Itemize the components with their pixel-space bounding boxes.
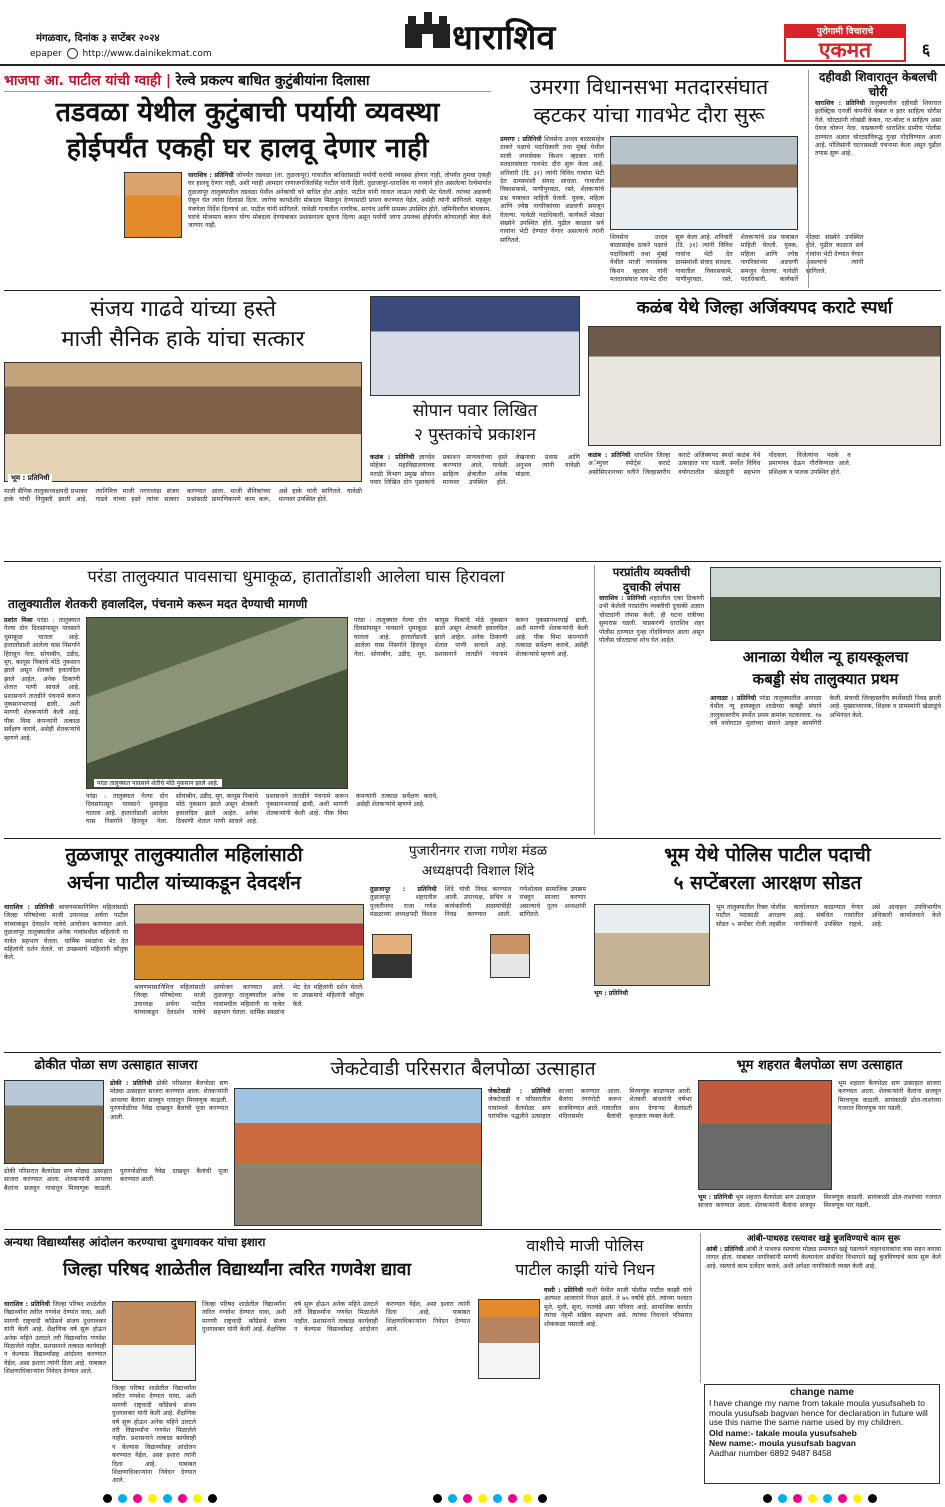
tehsil-office-photo xyxy=(594,904,710,986)
story-paranda-rain xyxy=(4,565,588,835)
byline: आंबी : प्रतिनिधी xyxy=(706,1246,744,1253)
story-archana-patil xyxy=(4,842,364,1050)
byline: धाराशिव : प्रतिनिधी xyxy=(4,1301,50,1308)
story-body xyxy=(500,136,604,288)
body-text: ढोकी परिसरात बैलपोळा सण मोठ्या उत्साहात साजरा करण्यात आला. शेतकऱ्यांनी आपल्या बैलांना सजवून गावातून मिरवणूक काढली. पुरणपोळीचा नैवेद्य दाखवून बैलांची पूजा करण्यात आली. xyxy=(110,1080,228,1121)
body-text-continued: भूम शहरात बैलपोळा सण उत्साहात साजरा करण्यात आला. शेतकऱ्यांनी बैलांना सजवून मिरवणूक काढली. सायंकाळी ढोल-ताशांच्या गजरात मिरवणूक पार पडली. xyxy=(698,1194,941,1210)
byline: धाराशिव : प्रतिनिधी xyxy=(188,172,234,179)
story-body xyxy=(710,695,941,835)
felicitation-photo xyxy=(4,362,362,482)
epaper-label: epaper xyxy=(30,49,62,59)
story-sanjay-gadhave xyxy=(4,294,362,558)
notice-new-name: New name:- moula yusufsab bagvan xyxy=(709,1437,856,1448)
brand-tagline: पुरोगामी विचाराचे xyxy=(786,26,904,38)
story-body-left xyxy=(594,990,710,1050)
story-bhoom-pola xyxy=(698,1056,941,1226)
headline: कळंब येथे जिल्हा अजिंक्यपद कराटे स्पर्धा xyxy=(636,298,893,318)
story-body xyxy=(4,904,128,1050)
headline: आनाळा येथील न्यू हायस्कूलचा xyxy=(742,648,909,666)
story-body-continued xyxy=(86,793,438,835)
byline: ढोकी : प्रतिनिधी xyxy=(110,1080,153,1087)
story-body-right xyxy=(354,617,588,835)
headline: भूम येथे पोलिस पाटील पदाची xyxy=(664,844,871,866)
body-text-right: परंडा : तालुक्यात गेल्या दोन दिवसांपासून पावसाने धुमाकूळ घातला आहे. हातातोंडाशी आलेला घास निसर्गाने हिरावून नेला. सोयाबीन, उडीद, मूग, कापूस पिकांचे मोठे नुकसान झाले असून शेतकरी हवालदिल झाले आहेत. अनेक ठिकाणी शेतात पाणी साचले आहे. प्रशासनाने तातडीने पंचनामे करून नुकसानभरपाई द्यावी, अशी मागणी शेतकऱ्यांनी केली आहे. पीक विमा कंपन्यांनी तत्काळ सर्वेक्षण करावे, असेही शेतकऱ्यांचे म्हणणे आहे. xyxy=(354,617,588,658)
story-tadwala xyxy=(4,70,491,288)
headline: ढोकीत पोळा सण उत्साहात साजरा xyxy=(34,1058,198,1073)
headline-line2: २ पुस्तकांचे प्रकाशन xyxy=(414,425,536,445)
byline: वाशी : प्रतिनिधी xyxy=(544,1287,584,1294)
story-body xyxy=(4,617,80,835)
headline-line2: अध्यक्षपदी विशाल शिंदे xyxy=(421,863,535,879)
headline: सोपान पवार लिखित xyxy=(412,401,538,421)
brand-box xyxy=(784,24,906,62)
body-text: जोपर्यंत तडवळा (ता. तुळजापूर) गावातील बाधितांसाठी पर्यायी घरांची व्यवस्था होणार नाही, तोपर्यंत तुमचा एकही घर हालवू देणार नाही, अशी ग्वाही आमदार राणाजगजितसिंह पाटील यांनी दिली. तुळजापूर-धाराशिव या नव्याने होत असलेल्या रेल्वेमार्गात तुळजापूर तालुक्यातील तडवळा येथील अनेकांची घरे बाधित होत आहेत. पाटील यांनी गावात जाऊन त्यांची भेट घेतली. त्यांच्या अडचणी ऐकून घेत त्यांना दिलासा दिला. जागेचा कायदेशीर मोबदला मिळवून देण्यासाठी प्रयत्न करण्यात येईल, असेही त्यांनी सांगितले. महसूल यंत्रणेला निर्देश दिल्याचे आ. पाटील यांनी सांगितले. यावेळी गावातील नागरिक, सरपंच आणि ग्रामस्थ उपस्थित होते. जमिनीवरील बांधकाम, घरांचे मोजमाप करून योग्य मोबदला देण्याबाबत प्रशासनाला सूचना दिल्या असून पर्यायी जागा उपलब्ध होईपर्यंत कोणालाही बेघर केले जाणार नाही. xyxy=(188,172,491,230)
body-text: तालुक्यातील दहीवडी शिवारात इलेक्ट्रिक एनर्जी कंपनीचे केबल व इतर साहित्य चोरीस गेले. चोरट्यांनी लोखंडी केबल, नट-बोल्ट व साहित्य असा ऐवज चोरून नेला. याप्रकरणी धाराशिव ग्रामीण पोलीस ठाण्यात अज्ञात चोरट्यांविरुद्ध गुन्हा नोंदविण्यात आला आहे. पोलिसांनी घटनास्थळी पंचनामा केला असून पुढील तपास सुरू आहे. xyxy=(815,100,942,158)
byline: कळंब : प्रतिनिधी xyxy=(370,454,415,461)
story-body-continued xyxy=(610,234,864,288)
headline-line2: व्हटकर यांचा गावभेट दौरा सुरू xyxy=(533,103,765,127)
byline: धाराशिव : प्रतिनिधी xyxy=(4,904,54,911)
karate-photo xyxy=(588,326,941,446)
headline: जिल्हा परिषद शाळेतील विद्यार्थ्यांना त्वरित गणवेश द्यावा xyxy=(62,1260,412,1280)
headline-line2: अर्चना पाटील यांच्याकडून देवदर्शन xyxy=(67,872,301,894)
story-body xyxy=(110,1080,228,1164)
epaper-url[interactable]: http://www.dainikekmat.com xyxy=(82,49,212,59)
headline-line2: होईपर्यंत एकही घर हालवू देणार नाही xyxy=(66,133,429,164)
byline: कळंब : प्रतिनिधी xyxy=(588,452,631,459)
story-kicker: भाजपा आ. पाटील यांची ग्वाही | रेल्वे प्रकल्प बाधित कुटुंबीयांना दिलासा xyxy=(4,70,491,92)
byline: भूम : प्रतिनिधी xyxy=(698,1194,733,1201)
story-body xyxy=(4,172,491,288)
globe-icon xyxy=(67,48,78,59)
story-kicker: अन्यथा विद्यार्थ्यांसह आंदोलन करण्याचा दुधगावकर यांचा इशारा xyxy=(4,1235,266,1249)
book-launch-photo xyxy=(370,296,580,396)
epaper-line xyxy=(30,48,290,59)
story-body-under-photo xyxy=(112,1385,196,1485)
headline: उमरगा विधानसभा मतदारसंघात xyxy=(529,75,769,99)
section-title: धाराशिव xyxy=(452,18,556,58)
headline: परप्रांतीय व्यक्तीची xyxy=(612,565,691,579)
body-text-right: जिल्हा परिषद शाळेतील विद्यार्थ्यांना त्वरित गणवेश देण्यात यावा, अशी मागणी राष्ट्रवादी काँग्रेसचे संजय दुधगावकर यांनी केली आहे. शैक्षणिक वर्ष सुरू होऊन अनेक महिने उलटले तरी विद्यार्थ्यांना गणवेश मिळालेले नाहीत. प्रशासनाने तत्काळ कार्यवाही न केल्यास विद्यार्थ्यांसह आंदोलन करण्यात येईल, असा इशारा त्यांनी दिला आहे. याबाबत शिक्षणाधिकाऱ्यांना निवेदन देण्यात आले. xyxy=(202,1301,470,1334)
notice-title: change name xyxy=(790,1387,854,1398)
story-body xyxy=(815,100,941,280)
story-dahiwadi xyxy=(808,70,941,288)
portrait-photo xyxy=(124,172,182,238)
body-text: धाराशिव जिल्हा अॅम्युचर स्पोर्ट्स कराटे असोसिएशनच्या वतीने जिल्हास्तरीय कराटे अजिंक्यपद स्पर्धा कळंब येथे उत्साहात पार पडली. स्पर्धेत विविध वयोगटातील खेळाडूंनी सहभाग नोंदवला. विजेत्यांना पदके व प्रमाणपत्र देऊन गौरविण्यात आले. प्रशिक्षक व पालक उपस्थित होते. xyxy=(588,452,851,476)
headline: तुळजापूर तालुक्यातील महिलांसाठी xyxy=(65,844,303,866)
temple-bulls-photo xyxy=(234,1088,482,1226)
body-text-under-photo: जिल्हा परिषद शाळेतील विद्यार्थ्यांना त्वरित गणवेश देण्यात यावा, अशी मागणी राष्ट्रवादी काँग्रेसचे संजय दुधगावकर यांनी केली आहे. शैक्षणिक वर्ष सुरू होऊन अनेक महिने उलटले तरी विद्यार्थ्यांना गणवेश मिळालेले नाहीत. प्रशासनाने तत्काळ कार्यवाही न केल्यास विद्यार्थ्यांसह आंदोलन करण्यात येईल, असा इशारा त्यांनी दिला आहे. याबाबत शिक्षणाधिकाऱ्यांना निवेदन देण्यात आले. xyxy=(112,1385,196,1485)
story-body xyxy=(838,1080,941,1190)
story-uniform-demand xyxy=(4,1233,470,1485)
byline: उमरगा : प्रतिनिधी xyxy=(500,136,542,143)
story-ambi-road xyxy=(700,1233,941,1383)
headline: जेकटेवाडी परिसरात बैलपोळा उत्साहात xyxy=(330,1058,596,1080)
story-body xyxy=(588,452,941,558)
headline-line2: पाटील काझी यांचे निधन xyxy=(515,1260,655,1279)
story-karate xyxy=(588,294,941,558)
story-body xyxy=(4,488,362,558)
photo-caption: परंडा तालुक्यात पावसाने शेतीचे मोठे नुकसान झाले आहे. xyxy=(94,779,222,787)
fort-icon xyxy=(400,8,455,52)
brand-name: एकमत xyxy=(818,38,872,62)
story-body-continued xyxy=(134,984,364,1050)
story-kabaddi xyxy=(710,565,941,835)
kicker-red: भाजपा आ. पाटील यांची ग्वाही xyxy=(4,73,161,89)
registration-marks-right xyxy=(760,1488,920,1500)
crop-damage-photo xyxy=(86,617,348,789)
body-text: ज्ञानदेव मोहेकर महाविद्यालयाच्या मराठी विभाग प्रमुख सोपान पवार लिखित दोन पुस्तकांचे प्रकाशन मान्यवरांच्या हस्ते करण्यात आले. यावेळी साहित्य क्षेत्रातील अनेक मान्यवर उपस्थित होते. लेखनाचा प्रवास आणि अनुभव त्यांनी यावेळी मांडला. xyxy=(370,454,580,487)
headline-line2: कबड्डी संघ तालुक्यात प्रथम xyxy=(752,670,899,688)
headline: दहीवडी शिवारातून केबलची चोरी xyxy=(819,70,937,99)
body-text: माजी सैनिक तालुकाध्यक्षपदी प्रभाकर हाके यांची नियुक्ती झाली आहे. त्यानिमित्त माजी नगराध्यक्ष संजय गाढवे यांच्या हस्ते त्यांचा सत्कार करण्यात आला. माजी सैनिकांच्या प्रश्नांसाठी प्रामाणिकपणे काम करू, असे हाके यांनी सांगितले. यावेळी मान्यवर उपस्थित होते. xyxy=(4,488,362,504)
story-body xyxy=(599,595,704,825)
dudhgaonkar-portrait xyxy=(112,1301,196,1381)
byline: भूम : प्रतिनिधी xyxy=(594,990,628,997)
story-ganesh-mandal xyxy=(370,842,586,1050)
bhoom-procession-photo xyxy=(698,1080,832,1190)
dhoki-bulls-photo xyxy=(4,1080,104,1164)
body-text: परंडा : तालुक्यात गेल्या दोन दिवसांपासून पावसाने धुमाकूळ घातला आहे. हातातोंडाशी आलेला घास निसर्गाने हिरावून नेला. सोयाबीन, उडीद, मूग, कापूस पिकांचे मोठे नुकसान झाले असून शेतकरी हवालदिल झाले आहेत. अनेक ठिकाणी शेतात पाणी साचले आहे. प्रशासनाने तातडीने पंचनामे करून नुकसानभरपाई द्यावी, अशी मागणी शेतकऱ्यांनी केली आहे. पीक विमा कंपन्यांनी तत्काळ सर्वेक्षण करावे, असेही शेतकऱ्यांचे म्हणणे आहे. xyxy=(4,617,80,742)
byline: धाराशिव : प्रतिनिधी xyxy=(599,595,647,602)
headline-line2: ५ सप्टेंबरला आरक्षण सोडत xyxy=(673,872,862,894)
body-text-continued: शिवसेना उध्दव बाळासाहेब ठाकरे पक्षाचे पदाधिकारी तथा मुंबई येथील माजी नगरसेवक किशन व्हटकर यांनी मतदारसंघात गावभेट दौरा सुरू केला आहे. शनिवारी (दि. ३१) त्यांनी विविध गावांना भेटी देत ग्रामस्थांशी संवाद साधला. गावातील विकासकामे, पाणीपुरवठा, रस्ते, शेतकऱ्यांचे प्रश्न याबाबत माहिती घेतली. युवक, महिला आणि ज्येष्ठ नागरिकांच्या अडचणी समजून घेतल्या. यावेळी पदाधिकारी, कार्यकर्ते मोठ्या संख्येने उपस्थित होते. पुढील काळात सर्व गावांना भेटी देण्यात येणार असल्याचे त्यांनी सांगितले. xyxy=(610,234,864,284)
notice-aadhar: Aadhar number 6892 9487 8458 xyxy=(709,1447,832,1458)
headline: संजय गाढवे यांच्या हस्ते xyxy=(89,297,277,322)
notice-old-name: Old name:- takale moula yusufsaheb xyxy=(709,1427,857,1438)
body-text: आंबी ते पाथरुड रस्त्यावर मोठ्या प्रमाणात खड्डे पडल्याने वाहनधारकांना त्रास सहन करावा लागत होता. याबाबत नागरिकांनी मागणी केल्यानंतर संबंधित विभागाने खड्डे बुजविण्याचे काम सुरू केले आहे. रस्त्याचे काम दर्जेदार करावे, अशी अपेक्षा नागरिकांनी व्यक्त केली आहे. xyxy=(706,1246,942,1270)
body-text: तुळजापूर शहरातील पुजारीनगर राजा गणेश मंडळाच्या अध्यक्षपदी विशाल शिंदे यांची निवड करण्यात आली. उपाध्यक्ष, सचिव व कार्यकारिणी सदस्यांचीही निवड करण्यात आली. गणेशोत्सव सामाजिक उपक्रम राबवून साजरा करणार असल्याचे नूतन अध्यक्षांनी सांगितले. xyxy=(370,886,586,919)
body-text: वाशी येथील माजी पोलीस पाटील काझी यांचे अल्पशा आजाराने निधन झाले. ते ७५ वर्षांचे होते. त्यांच्या पश्चात मुले, मुली, सुना, नातवंडे असा परिवार आहे. सामाजिक कार्यात त्यांचा नेहमी सक्रिय सहभाग असे. त्यांच्या निधनाने परिसरात शोककळा पसरली आहे. xyxy=(544,1287,692,1328)
notice-text: I have change my name from takale moula yusufsaheb to moula yusufsab bagvan hence for declaration in future will use this name the same name used by my children. xyxy=(709,1398,928,1428)
byline: आनाळा : प्रतिनिधी xyxy=(710,695,757,702)
body-text: भूम तालुक्यातील रिक्त पोलीस पाटील पदासाठी आरक्षण सोडत ५ सप्टेंबर रोजी तहसील कार्यालयात काढण्यात येणार आहे. संबंधित गावांतील नागरिकांनी उपस्थित राहावे, असे आवाहन उपविभागीय अधिकारी कार्यालयाने केले आहे. xyxy=(716,904,941,928)
women-pilgrimage-photo xyxy=(134,904,364,980)
body-text: शिवसेना उध्दव बाळासाहेब ठाकरे पक्षाचे पदाधिकारी तथा मुंबई येथील माजी नगरसेवक किशन व्हटकर यांनी मतदारसंघात गावभेट दौरा सुरू केला आहे. शनिवारी (दि. ३१) त्यांनी विविध गावांना भेटी देत ग्रामस्थांशी संवाद साधला. गावातील विकासकामे, पाणीपुरवठा, रस्ते, शेतकऱ्यांचे प्रश्न याबाबत माहिती घेतली. युवक, महिला आणि ज्येष्ठ नागरिकांच्या अडचणी समजून घेतल्या. यावेळी पदाधिकारी, कार्यकर्ते मोठ्या संख्येने उपस्थित होते. पुढील काळात सर्व गावांना भेटी देण्यात येणार असल्याचे त्यांनी सांगितले. xyxy=(500,136,605,244)
change-name-notice xyxy=(704,1384,940,1484)
body-text-continued: श्रावणमासानिमित्त महिलांसाठी जिल्हा परिषदेच्या माजी उपाध्यक्ष अर्चना पाटील यांच्याकडून देवदर्शन यात्रेचे आयोजन करण्यात आले. तुळजापूर तालुक्यातील अनेक गावांमधील महिलांनी या यात्रेत सहभाग घेतला. धार्मिक स्थळांना भेट देत महिलांनी दर्शन घेतले. या उपक्रमाचे महिलांनी कौतुक केले. xyxy=(134,984,364,1017)
kabaddi-team-photo xyxy=(710,567,941,641)
byline: जेकटेवाडी : प्रतिनिधी xyxy=(488,1088,551,1095)
headline-line2: दुचाकी लंपास xyxy=(622,580,681,594)
subhead: तालुक्यातील शेतकरी हवालदिल, पंचनामे करून मदत देण्याची मागणी xyxy=(8,597,308,611)
story-body xyxy=(488,1088,692,1226)
headline-line2: माजी सैनिक हाके यांचा सत्कार xyxy=(61,327,305,352)
photo-caption: भूम : प्रतिनिधी xyxy=(8,474,52,483)
story-body-continued xyxy=(4,1168,228,1226)
masthead xyxy=(0,0,945,64)
story-body xyxy=(370,886,586,1050)
body-text: भूम शहरात बैलपोळा सण उत्साहात साजरा करण्यात आला. शेतकऱ्यांनी बैलांना सजवून मिरवणूक काढली. सायंकाळी ढोल-ताशांच्या गजरात मिरवणूक पार पडली. xyxy=(838,1080,941,1113)
story-body xyxy=(4,1301,106,1481)
story-body xyxy=(706,1246,941,1376)
headline: भूम शहरात बैलपोळा सण उत्साहात xyxy=(736,1058,903,1073)
byline: तुळजापूर : प्रतिनिधी xyxy=(370,886,437,893)
registration-marks-center xyxy=(430,1488,590,1500)
body-text: जिल्हा परिषद शाळेतील विद्यार्थ्यांना त्वरित गणवेश देण्यात यावा, अशी मागणी राष्ट्रवादी काँग्रेसचे संजय दुधगावकर यांनी केली आहे. शैक्षणिक वर्ष सुरू होऊन अनेक महिने उलटले तरी विद्यार्थ्यांना गणवेश मिळालेले नाहीत. प्रशासनाने तत्काळ कार्यवाही न केल्यास विद्यार्थ्यांसह आंदोलन करण्यात येईल, असा इशारा त्यांनी दिला आहे. याबाबत शिक्षणाधिकाऱ्यांना निवेदन देण्यात आले. xyxy=(4,1301,106,1376)
story-body-right xyxy=(202,1301,470,1481)
headline: पुजारीनगर राजा गणेश मंडळ xyxy=(408,843,548,859)
body-text: परंडा तालुक्यातील आनाळा येथील न्यू हायस्कूल शाळेच्या कबड्डी संघाने तालुकास्तरीय स्पर्धेत प्रथम क्रमांक पटकावला. १७ वर्षे वयोगटात मुलांच्या संघाने उत्कृष्ट कामगिरी केली. संघाची जिल्हास्तरीय स्पर्धेसाठी निवड झाली आहे. मुख्याध्यापक, शिक्षक व ग्रामस्थांनी खेळाडूंचे अभिनंदन केले. xyxy=(710,695,941,728)
kicker-text: रेल्वे प्रकल्प बाधित कुटुंबीयांना दिलासा xyxy=(175,73,370,89)
body-text: जेकटेवाडी व परिसरातील गावांमध्ये बैलपोळा सण पारंपरिक पद्धतीने उत्साहात साजरा करण्यात आला. बैलांना रंगरंगोटी करून सजविण्यात आले. गावातील मंदिरासमोर बैलांची मिरवणूक काढण्यात आली. शेतकरी बांधवांनी वर्षभर साथ देणाऱ्या बैलांप्रती कृतज्ञता व्यक्त केली. xyxy=(488,1088,692,1121)
story-body xyxy=(370,454,580,558)
story-body-continued xyxy=(698,1194,941,1226)
byline: धाराशिव : प्रतिनिधी xyxy=(815,100,865,107)
section-emblem xyxy=(400,8,455,52)
story-kazi-obituary xyxy=(478,1233,692,1481)
registration-marks-left xyxy=(100,1488,260,1500)
story-jaktewadi-pola xyxy=(234,1056,692,1226)
story-bike-theft xyxy=(594,565,704,835)
page-number: ६ xyxy=(921,40,931,59)
umarga-photo xyxy=(610,136,798,230)
headline: आंबी-पाथरुड रस्त्यावर खड्डे बुजविण्याचे काम सुरू xyxy=(746,1234,901,1244)
body-text: शहरातील एका ठिकाणी उभी केलेली परप्रांतीय व्यक्तीची दुचाकी अज्ञात चोरट्यांनी लंपास केली. ही घटना रात्रीच्या सुमारास घडली. याप्रकरणी धाराशिव शहर पोलीस ठाण्यात गुन्हा नोंदविण्यात आला असून पोलीस चोरट्याचा शोध घेत आहेत. xyxy=(599,595,704,645)
date-line: मंगळवार, दिनांक ३ सप्टेंबर २०२४ xyxy=(36,33,160,44)
body-text-continued: ढोकी परिसरात बैलपोळा सण मोठ्या उत्साहात साजरा करण्यात आला. शेतकऱ्यांनी आपल्या बैलांना सजवून गावातून मिरवणूक काढली. पुरणपोळीचा नैवेद्य दाखवून बैलांची पूजा करण्यात आली. xyxy=(4,1168,228,1192)
body-text: श्रावणमासानिमित्त महिलांसाठी जिल्हा परिषदेच्या माजी उपाध्यक्ष अर्चना पाटील यांच्याकडून देवदर्शन यात्रेचे आयोजन करण्यात आले. तुळजापूर तालुक्यातील अनेक गावांमधील महिलांनी या यात्रेत सहभाग घेतला. धार्मिक स्थळांना भेट देत महिलांनी दर्शन घेतले. या उपक्रमाचे महिलांनी कौतुक केले. xyxy=(4,904,129,962)
story-police-patil xyxy=(594,842,941,1050)
story-sopan-pawar xyxy=(370,294,580,558)
story-body xyxy=(478,1287,692,1481)
headline: वाशीचे माजी पोलिस xyxy=(526,1236,644,1255)
story-body xyxy=(716,904,941,1050)
story-dhoki-pola xyxy=(4,1056,228,1226)
headline: तडवळा येथील कुटुंबाची पर्यायी व्यवस्था xyxy=(55,97,440,128)
byline: प्रशांत मिश्रा xyxy=(4,617,33,624)
headline: परंडा तालुक्यात पावसाचा धुमाकूळ, हातातोंडाशी आलेला घास हिरावला xyxy=(87,567,505,586)
body-text-continued: परंडा : तालुक्यात गेल्या दोन दिवसांपासून पावसाने धुमाकूळ घातला आहे. हातातोंडाशी आलेला घास निसर्गाने हिरावून नेला. सोयाबीन, उडीद, मूग, कापूस पिकांचे मोठे नुकसान झाले असून शेतकरी हवालदिल झाले आहेत. अनेक ठिकाणी शेतात पाणी साचले आहे. प्रशासनाने तातडीने पंचनामे करून नुकसानभरपाई द्यावी, अशी मागणी शेतकऱ्यांनी केली आहे. पीक विमा कंपन्यांनी तत्काळ सर्वेक्षण करावे, असेही शेतकऱ्यांचे म्हणणे आहे. xyxy=(86,793,438,826)
